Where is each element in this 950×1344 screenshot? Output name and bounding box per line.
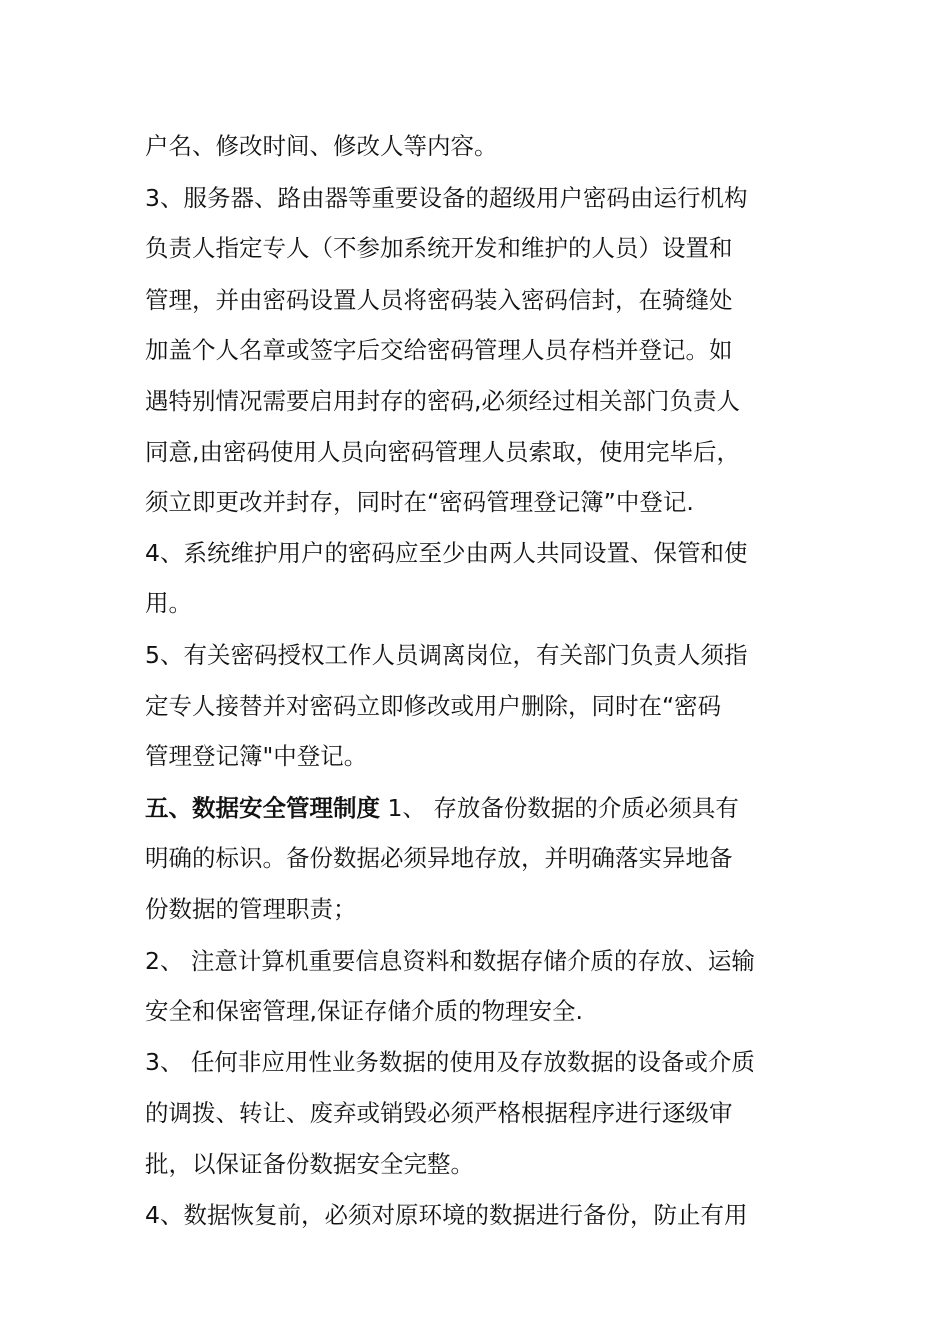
paragraph-line	[145, 1199, 747, 1231]
line-text: 的调拨、转让、废弃或销毁必须严格根据程序进行逐级审	[145, 1099, 733, 1127]
line-text: 3、服务器、路由器等重要设备的超级用户密码由运行机构	[145, 184, 748, 212]
paragraph-line	[145, 740, 367, 772]
paragraph-line	[145, 436, 740, 468]
section-heading: 五、数据安全管理制度	[145, 794, 380, 822]
paragraph-line	[145, 1097, 733, 1129]
paragraph-line	[145, 842, 733, 874]
paragraph-line	[145, 1148, 474, 1180]
line-text: 用。	[145, 589, 192, 617]
line-text: 遇特别情况需要启用封存的密码,必须经过相关部门负责人	[145, 387, 740, 415]
line-text: 5、有关密码授权工作人员调离岗位，有关部门负责人须指	[145, 641, 748, 669]
paragraph-line	[145, 893, 357, 925]
paragraph-line	[145, 334, 733, 366]
paragraph-line	[145, 945, 755, 977]
line-text: 1、 存放备份数据的介质必须具有	[380, 794, 739, 822]
line-text: 户名、修改时间、修改人等内容。	[145, 132, 498, 160]
paragraph-line	[145, 232, 733, 264]
paragraph-line	[145, 587, 192, 619]
line-text: 2、 注意计算机重要信息资料和数据存储介质的存放、运输	[145, 947, 755, 975]
line-text: 安全和保密管理,保证存储介质的物理安全.	[145, 997, 583, 1025]
line-text: 同意,由密码使用人员向密码管理人员索取，使用完毕后，	[145, 438, 740, 466]
line-text: 定专人接替并对密码立即修改或用户删除，同时在“密码	[145, 692, 722, 720]
line-text: 明确的标识。备份数据必须异地存放，并明确落实异地备	[145, 844, 733, 872]
paragraph-line	[145, 284, 733, 316]
section-heading-line	[145, 792, 739, 824]
line-text: 管理，并由密码设置人员将密码装入密码信封，在骑缝处	[145, 286, 733, 314]
paragraph-line	[145, 537, 747, 569]
line-text: 4、系统维护用户的密码应至少由两人共同设置、保管和使	[145, 539, 748, 567]
line-text: 批，以保证备份数据安全完整。	[145, 1150, 474, 1178]
paragraph-line	[145, 690, 721, 722]
paragraph-line	[145, 486, 694, 518]
paragraph-line	[145, 182, 747, 214]
line-text: 份数据的管理职责；	[145, 895, 357, 923]
line-text: 加盖个人名章或签字后交给密码管理人员存档并登记。如	[145, 336, 733, 364]
line-text: 4、数据恢复前，必须对原环境的数据进行备份，防止有用	[145, 1201, 748, 1229]
line-text: 3、 任何非应用性业务数据的使用及存放数据的设备或介质	[145, 1048, 755, 1076]
line-text: 负责人指定专人（不参加系统开发和维护的人员）设置和	[145, 234, 733, 262]
line-text: 须立即更改并封存，同时在“密码管理登记簿”中登记.	[145, 488, 694, 516]
paragraph-line	[145, 639, 747, 671]
paragraph-line	[145, 1046, 755, 1078]
paragraph-line	[145, 130, 498, 162]
line-text: 管理登记簿"中登记。	[145, 742, 368, 770]
paragraph-line	[145, 995, 583, 1027]
paragraph-line	[145, 385, 740, 417]
